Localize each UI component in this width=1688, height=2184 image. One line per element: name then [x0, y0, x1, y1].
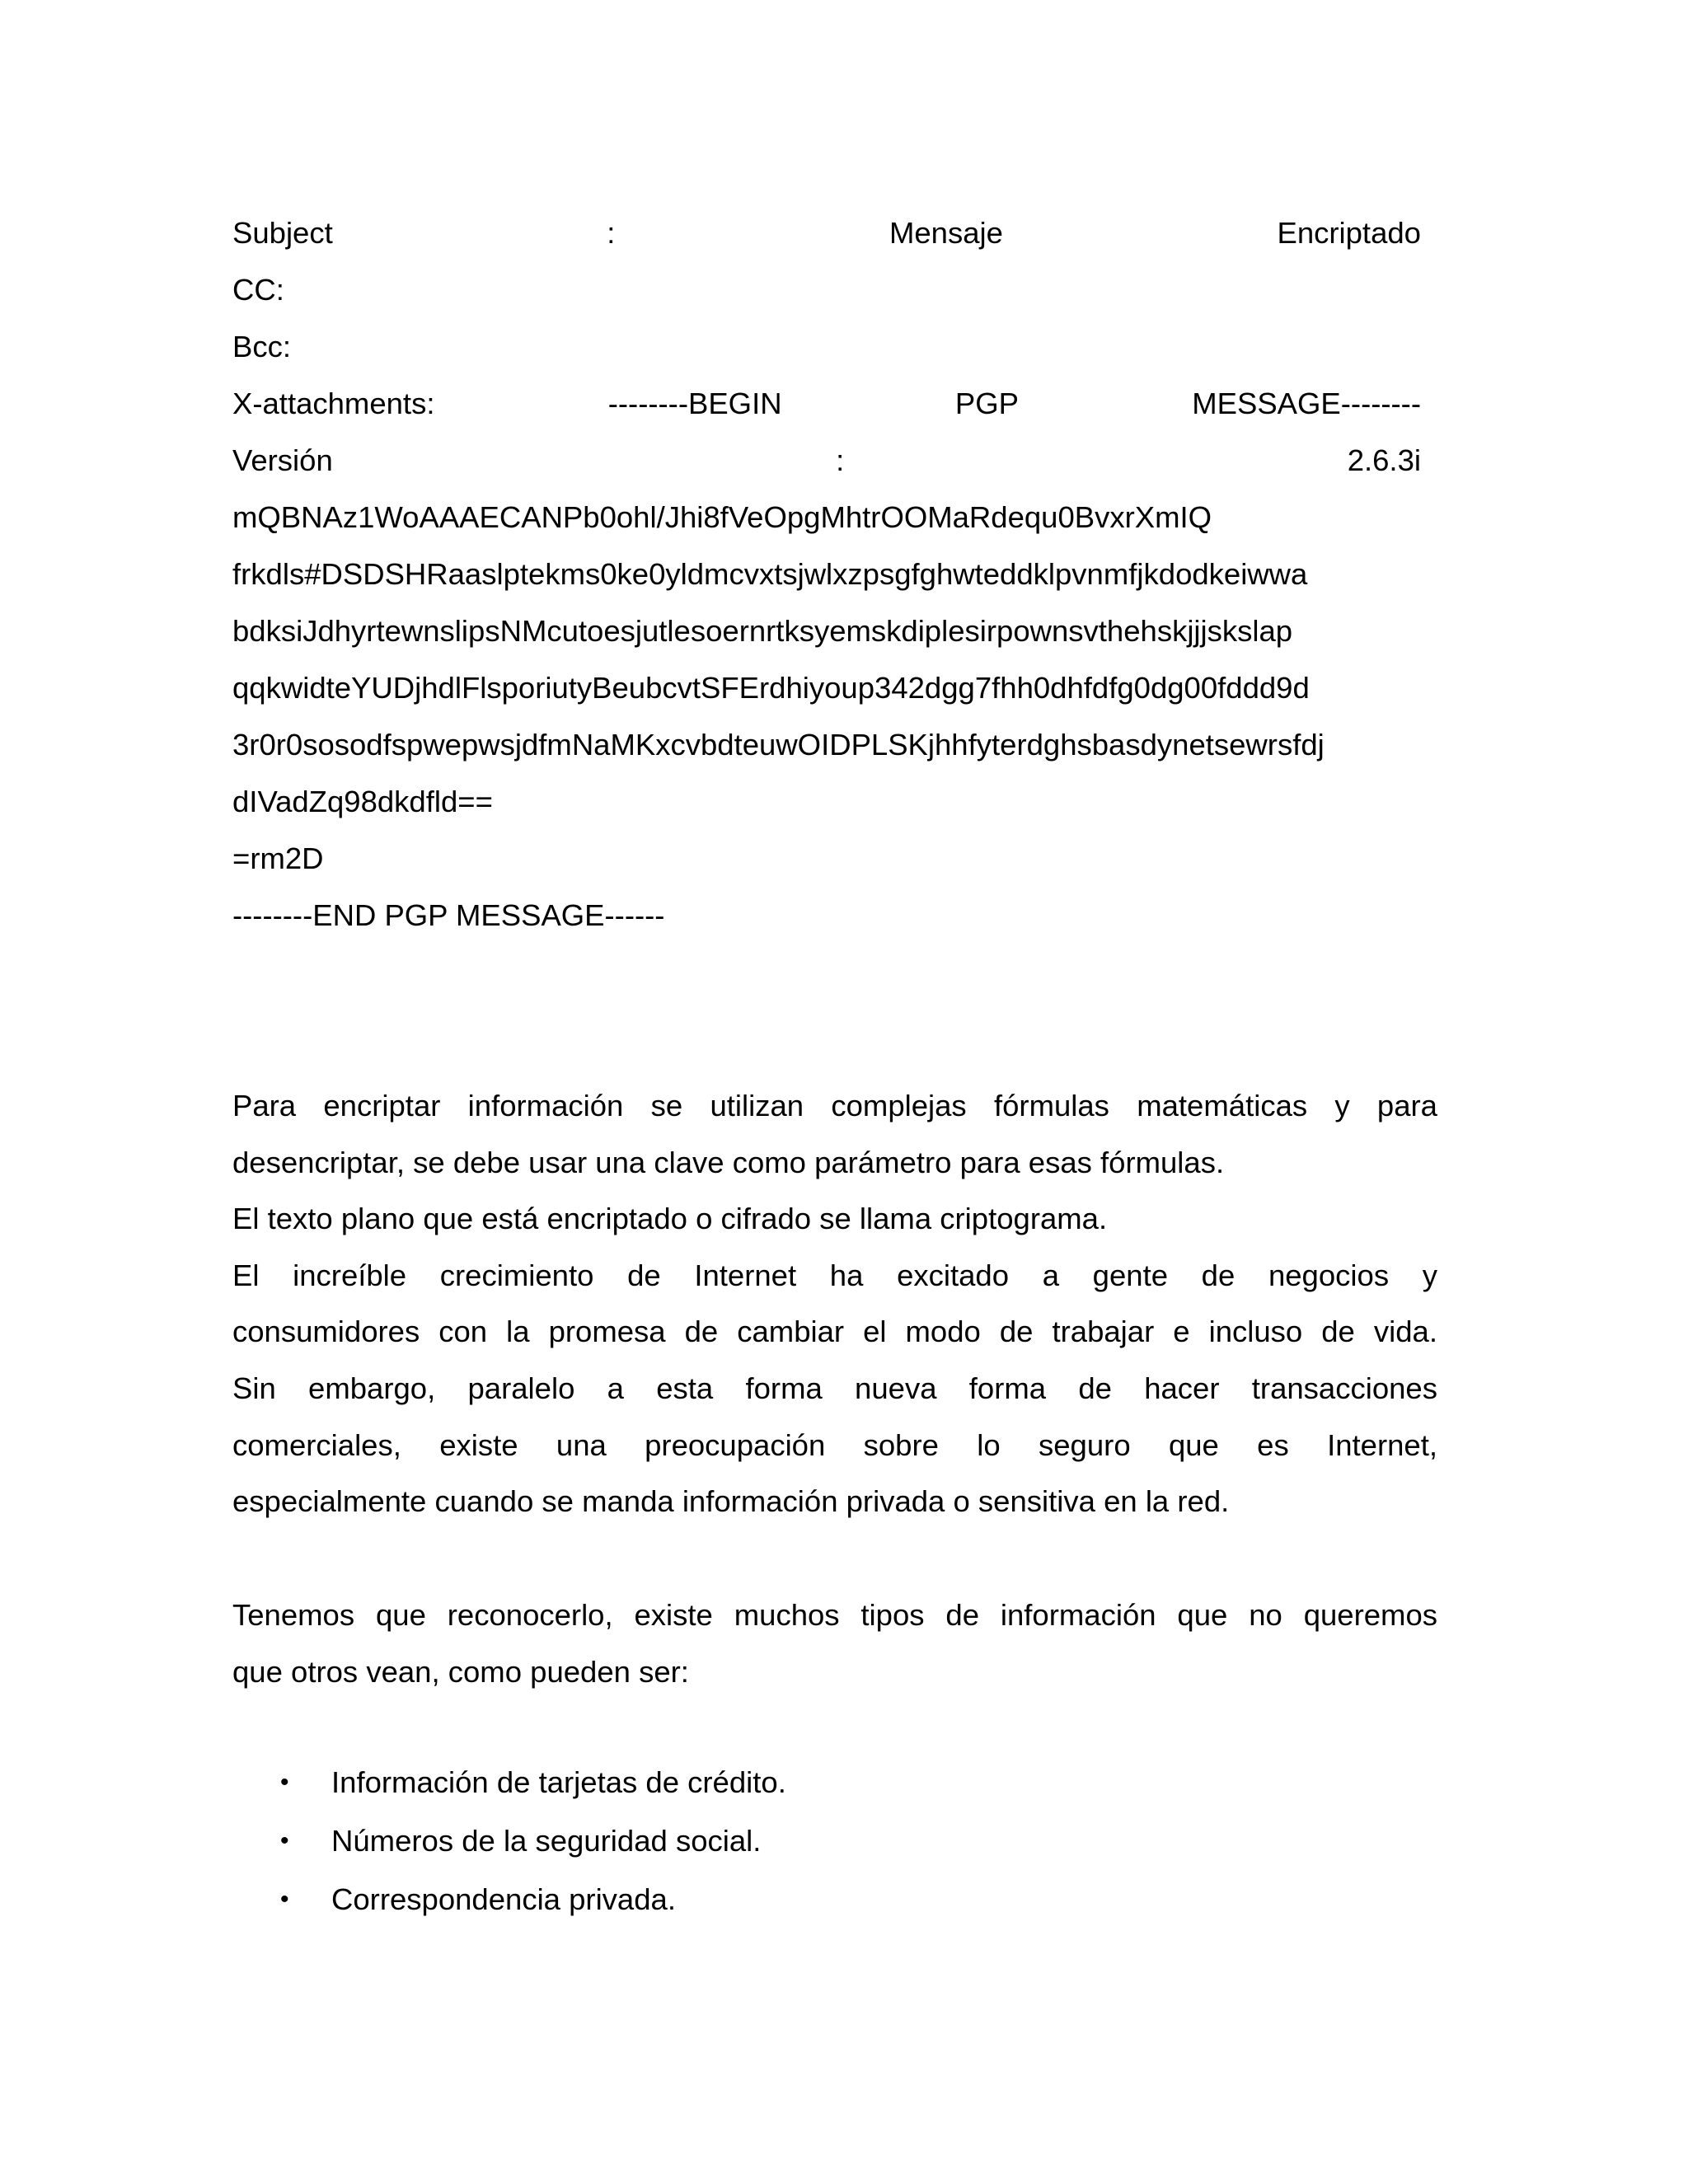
paragraph-line: que otros vean, como pueden ser: — [232, 1654, 689, 1689]
list-item-text: Información de tarjetas de crédito. — [331, 1765, 786, 1799]
x-attachments-label: X-attachments: — [232, 387, 435, 420]
paragraph-line: Tenemos que reconocerlo, existe muchos tipos de información que no queremos — [232, 1598, 1437, 1632]
list-item — [232, 1753, 786, 1811]
bullet-icon: • — [280, 1827, 289, 1854]
list-item — [232, 1811, 786, 1870]
subject-line — [232, 204, 1421, 261]
paragraph-criptograma: El texto plano que está encriptado o cifrado se llama criptograma. — [232, 1202, 1108, 1236]
begin-marker: --------BEGIN — [607, 387, 782, 420]
pgp-line: qqkwidteYUDjhdlFlsporiutyBeubcvtSFErdhiyoup342dgg7fhh0dhfdfg0dg00fddd9d — [232, 671, 1310, 705]
version-value: 2.6.3i — [1347, 443, 1421, 477]
paragraph-information-types — [232, 1587, 1437, 1700]
paragraph-line: consumidores con la promesa de cambiar el modo de trabajar e incluso de vida. — [232, 1315, 1437, 1349]
pgp-line: dIVadZq98dkdfld== — [232, 785, 493, 818]
paragraph-line: Sin embargo, paralelo a esta forma nueva forma de hacer transacciones — [232, 1371, 1437, 1405]
paragraph-line: El increíble crecimiento de Internet ha excitado a gente de negocios y — [232, 1258, 1437, 1292]
list-item — [232, 1870, 786, 1929]
subject-word-mensaje: Mensaje — [889, 216, 1003, 250]
pgp-line: 3r0r0sosodfspwepwsjdfmNaMKxcvbdteuwOIDPLSKjhhfyterdghsbasdynetsewrsfdj — [232, 728, 1325, 762]
paragraph-encryption-intro — [232, 1078, 1437, 1530]
x-attachments-line — [232, 375, 1421, 432]
pgp-checksum: =rm2D — [232, 841, 324, 875]
paragraph-line: especialmente cuando se manda información privada o sensitiva en la red. — [232, 1484, 1230, 1519]
paragraph-line: Para encriptar información se utilizan complejas fórmulas matemáticas y para — [232, 1089, 1437, 1122]
subject-word-encriptado: Encriptado — [1277, 216, 1421, 250]
version-label: Versión — [232, 443, 333, 477]
paragraph-line: comerciales, existe una preocupación sobre lo seguro que es Internet, — [232, 1427, 1437, 1462]
paragraph-line: desencriptar, se debe usar una clave como parámetro para esas fórmulas. — [232, 1145, 1225, 1179]
bcc-line: Bcc: — [232, 330, 291, 363]
pgp-line: frkdls#DSDSHRaaslptekms0ke0yldmcvxtsjwlxzpsgfghwteddklpvnmfjkdodkeiwwa — [232, 557, 1308, 591]
cc-line: CC: — [232, 273, 284, 307]
version-line — [232, 432, 1421, 489]
list-item-text: Números de la seguridad social. — [331, 1824, 762, 1858]
bullet-icon: • — [280, 1886, 289, 1913]
version-colon: : — [836, 443, 845, 477]
bullet-list — [232, 1753, 786, 1929]
bullet-icon: • — [280, 1769, 289, 1796]
begin-message-word: MESSAGE-------- — [1192, 387, 1421, 420]
list-item-text: Correspondencia privada. — [331, 1882, 676, 1916]
subject-colon: : — [607, 216, 616, 250]
pgp-line: bdksiJdhyrtewnslipsNMcutoesjutlesoernrtksyemskdiplesirpownsvthehskjjjskslap — [232, 614, 1293, 648]
subject-label: Subject — [232, 216, 333, 250]
pgp-line: mQBNAz1WoAAAECANPb0ohl/Jhi8fVeOpgMhtrOOMaRdequ0BvxrXmIQ — [232, 500, 1212, 534]
begin-pgp-word: PGP — [954, 387, 1019, 420]
pgp-end-marker: --------END PGP MESSAGE------ — [232, 898, 665, 932]
